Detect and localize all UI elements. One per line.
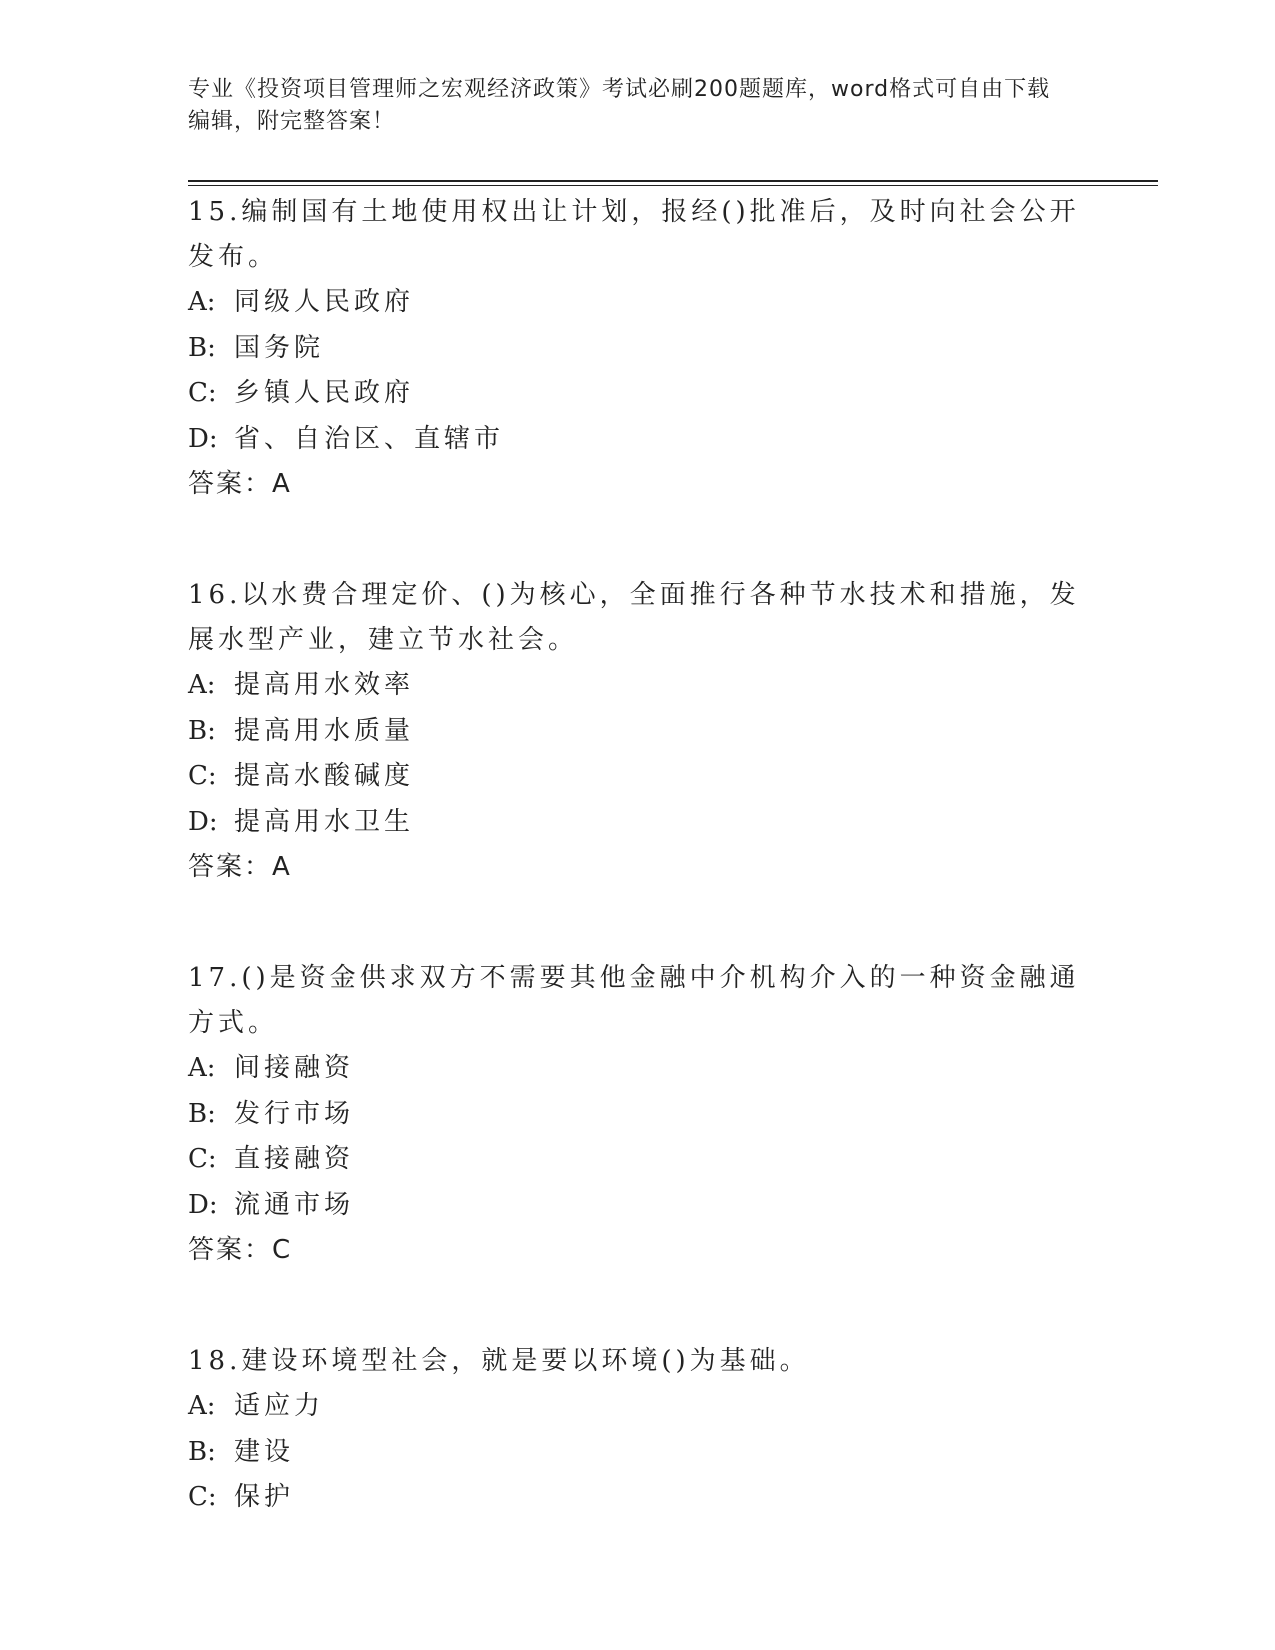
option-letter: A: (188, 1391, 216, 1421)
option-text: 适应力 (234, 1391, 325, 1421)
option-text: 提高用水效率 (234, 670, 415, 700)
question-list (188, 190, 1088, 1545)
question-17 (188, 956, 1088, 1315)
option-d (188, 417, 1088, 463)
option-text: 保护 (234, 1482, 295, 1512)
option-letter: D: (188, 423, 218, 454)
option-letter: B: (188, 1098, 216, 1129)
option-b (188, 326, 1088, 372)
option-text: 提高用水卫生 (234, 806, 415, 837)
option-letter: C: (188, 378, 217, 408)
option-letter: D: (188, 806, 218, 837)
option-a (188, 1046, 1088, 1092)
option-letter: B: (188, 1436, 216, 1467)
option-a (188, 663, 1088, 709)
answer-line: 答案：A (188, 852, 292, 882)
header-rule-thick (188, 180, 1158, 182)
option-letter: A: (188, 1053, 216, 1083)
option-letter: B: (188, 332, 216, 363)
option-letter: D: (188, 1189, 218, 1220)
option-letter: B: (188, 715, 216, 746)
option-c (188, 1137, 1088, 1183)
option-text: 国务院 (234, 332, 325, 363)
option-text: 省、自治区、直辖市 (234, 423, 505, 454)
option-text: 乡镇人民政府 (234, 378, 415, 408)
document-header: 专业《投资项目管理师之宏观经济政策》考试必刷200题题库，word格式可自由下载编辑，附完整答案！ (188, 77, 1051, 134)
option-b (188, 1430, 1088, 1476)
option-d (188, 800, 1088, 846)
question-stem: 18.建设环境型社会，就是要以环境()为基础。 (188, 1346, 810, 1376)
option-text: 建设 (234, 1436, 295, 1467)
option-b (188, 709, 1088, 755)
option-c (188, 371, 1088, 417)
header-rule-thin (188, 185, 1158, 186)
option-text: 间接融资 (234, 1053, 355, 1083)
option-text: 发行市场 (234, 1098, 355, 1129)
question-stem: 17.()是资金供求双方不需要其他金融中介机构介入的一种资金融通方式。 (188, 963, 1080, 1038)
answer-line: 答案：A (188, 469, 292, 499)
option-b (188, 1092, 1088, 1138)
question-15 (188, 190, 1088, 549)
answer-line: 答案：C (188, 1235, 293, 1265)
option-c (188, 1475, 1088, 1521)
option-text: 流通市场 (234, 1189, 355, 1220)
option-letter: A: (188, 670, 216, 700)
option-d (188, 1183, 1088, 1229)
option-text: 提高用水质量 (234, 715, 415, 746)
question-stem: 16.以水费合理定价、()为核心，全面推行各种节水技术和措施，发展水型产业，建立节水社会。 (188, 580, 1080, 655)
question-16 (188, 573, 1088, 932)
option-letter: C: (188, 1144, 217, 1174)
option-letter: C: (188, 761, 217, 791)
option-c (188, 754, 1088, 800)
question-18 (188, 1339, 1088, 1521)
option-text: 提高水酸碱度 (234, 761, 415, 791)
option-a (188, 280, 1088, 326)
question-stem: 15.编制国有土地使用权出让计划，报经()批准后，及时向社会公开发布。 (188, 197, 1080, 272)
option-text: 同级人民政府 (234, 287, 415, 317)
option-letter: A: (188, 287, 216, 317)
option-a (188, 1384, 1088, 1430)
option-letter: C: (188, 1482, 217, 1512)
option-text: 直接融资 (234, 1144, 355, 1174)
